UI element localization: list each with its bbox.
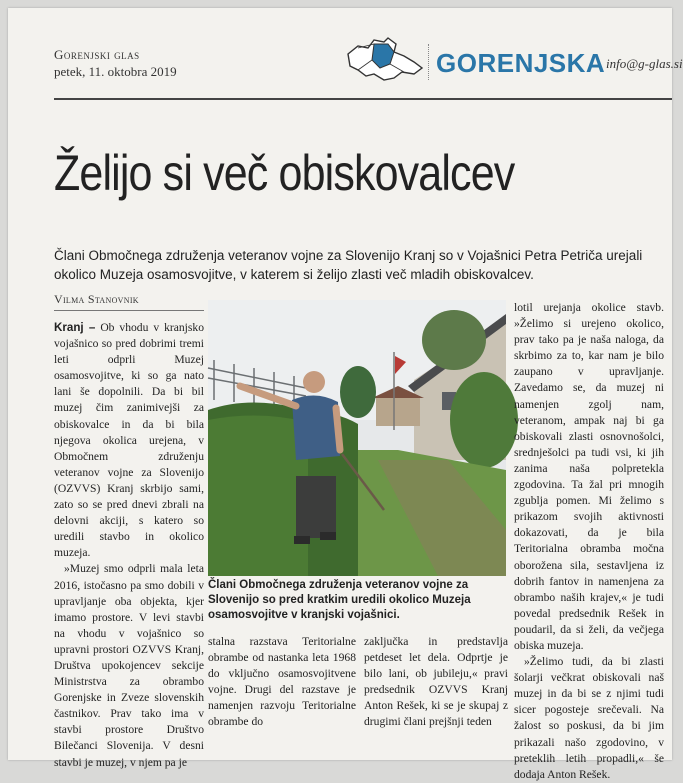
article-photo [208,300,506,576]
section-title: GORENJSKA [436,48,606,78]
article-column-4 [514,300,664,783]
paragraph: stalna razstava Teritorialne obrambe od nastanka leta 1968 do vključno osamosvojitvene vojne. Drugi del razstave je namenjen razvoju Teritorialne obrambe do [208,635,356,729]
masthead-divider [428,44,430,80]
article-lead: Člani Območnega združenja veteranov vojne za Slovenijo Kranj so v Vojašnici Petra Petriča urejali okolico Muzeja osamosvojitve, v katerem si želijo zlasti več mladih obiskovalcev. [54,248,643,282]
paragraph: Kranj – Ob vhodu v kranjsko vojašnico so pred dobrimi tremi leti odprli Muzej osamosvojitve, ki so ga nato lani še dopolnili. Da bi bil muzej čim zanimivejši za obiskovalce in da bi bila njegova okolica urejena, v Območnem združenju veteranov vojne za Slovenijo (OZVVS) Kranj skrbijo sami, zato so se pred dnevi zbrali na delovni akciji, s katero so uredili stavbo in okolico muzeja. [54,321,205,560]
article-column-3 [364,634,508,731]
paragraph: »Muzej smo odprli mala leta 2016, istočasno pa smo dobili v upravljanje oba objekta, kjer imamo prostore. V levi stavbi na vhodu v vojašnico so upravni prostori OZVVS Kranj, Društva upokojencev sekcije Ministrstva za obrambo Gorenjske in Zveze slovenskih častnikov. Prav tako ima v stavbi prostore Društvo Bilečanci Slovenija. V desni stavbi je muzej, v njem pa je [54,562,204,769]
article-column-1 [54,320,204,771]
newspaper-page [8,8,683,781]
dateline: Kranj – [54,321,96,334]
photo-caption: Člani Območnega združenja veteranov vojne za Slovenijo so pred kratkim uredili okolico Muzeja osamosvojitve v kranjski vojašnici. [208,579,471,621]
paragraph: »Želimo tudi, da bi zlasti šolarji večkrat obiskovali naš muzej in da bi se z njimi tudi sicer pogosteje srečevali. Na žalost so poskusi, da bi jim prikazali našo zgodovino, v preteklih letih propadli,« še dodaja Anton Rešek. [514,655,664,781]
issue-date: petek, 11. oktobra 2019 [54,64,177,79]
article-column-2 [208,634,356,731]
paragraph: lotil urejanja okolice stavb. »Želimo si urejeno okolico, prav tako pa je naša naloga, da skrbimo za to, kar nam je bilo zaupano v upravljanje. Zavedamo se, da muzej ni namenjen zgolj nam, veteranom, ampak naj bi ga obiskovali zlasti osnovnošolci, srednješolci pa tudi vsi, ki jih zanima naša polpretekla zgodovina. Ta žal pri mnogih zgublja pomen. Mi želimo s prikazom svojih aktivnosti dokazovati, da je bila Teritorialna obramba močna oborožena sila, sestavljena iz dobrih fantov in namenjena za obrambo naših krajev,« je tudi povedal predsednik Rešek in poudaril, da si želi, da večjega obiska muzeja. [514,301,664,652]
paragraph: zaključka in predstavlja petdeset let dela. Odprtje je bilo lani, ob jubileju,« pravi predsednik OZVVS Kranj Anton Rešek, ki se je skupaj z drugimi člani prejšnji teden [364,635,508,729]
masthead [54,46,177,80]
article-headline: Želijo si več obiskovalcev [54,145,515,201]
byline: Vilma Stanovnik [54,292,204,311]
contact-email: info@g-glas.si [606,56,683,71]
region-map-icon [344,36,424,84]
header-rule [54,98,672,100]
publication-name: Gorenjski glas [54,47,140,62]
